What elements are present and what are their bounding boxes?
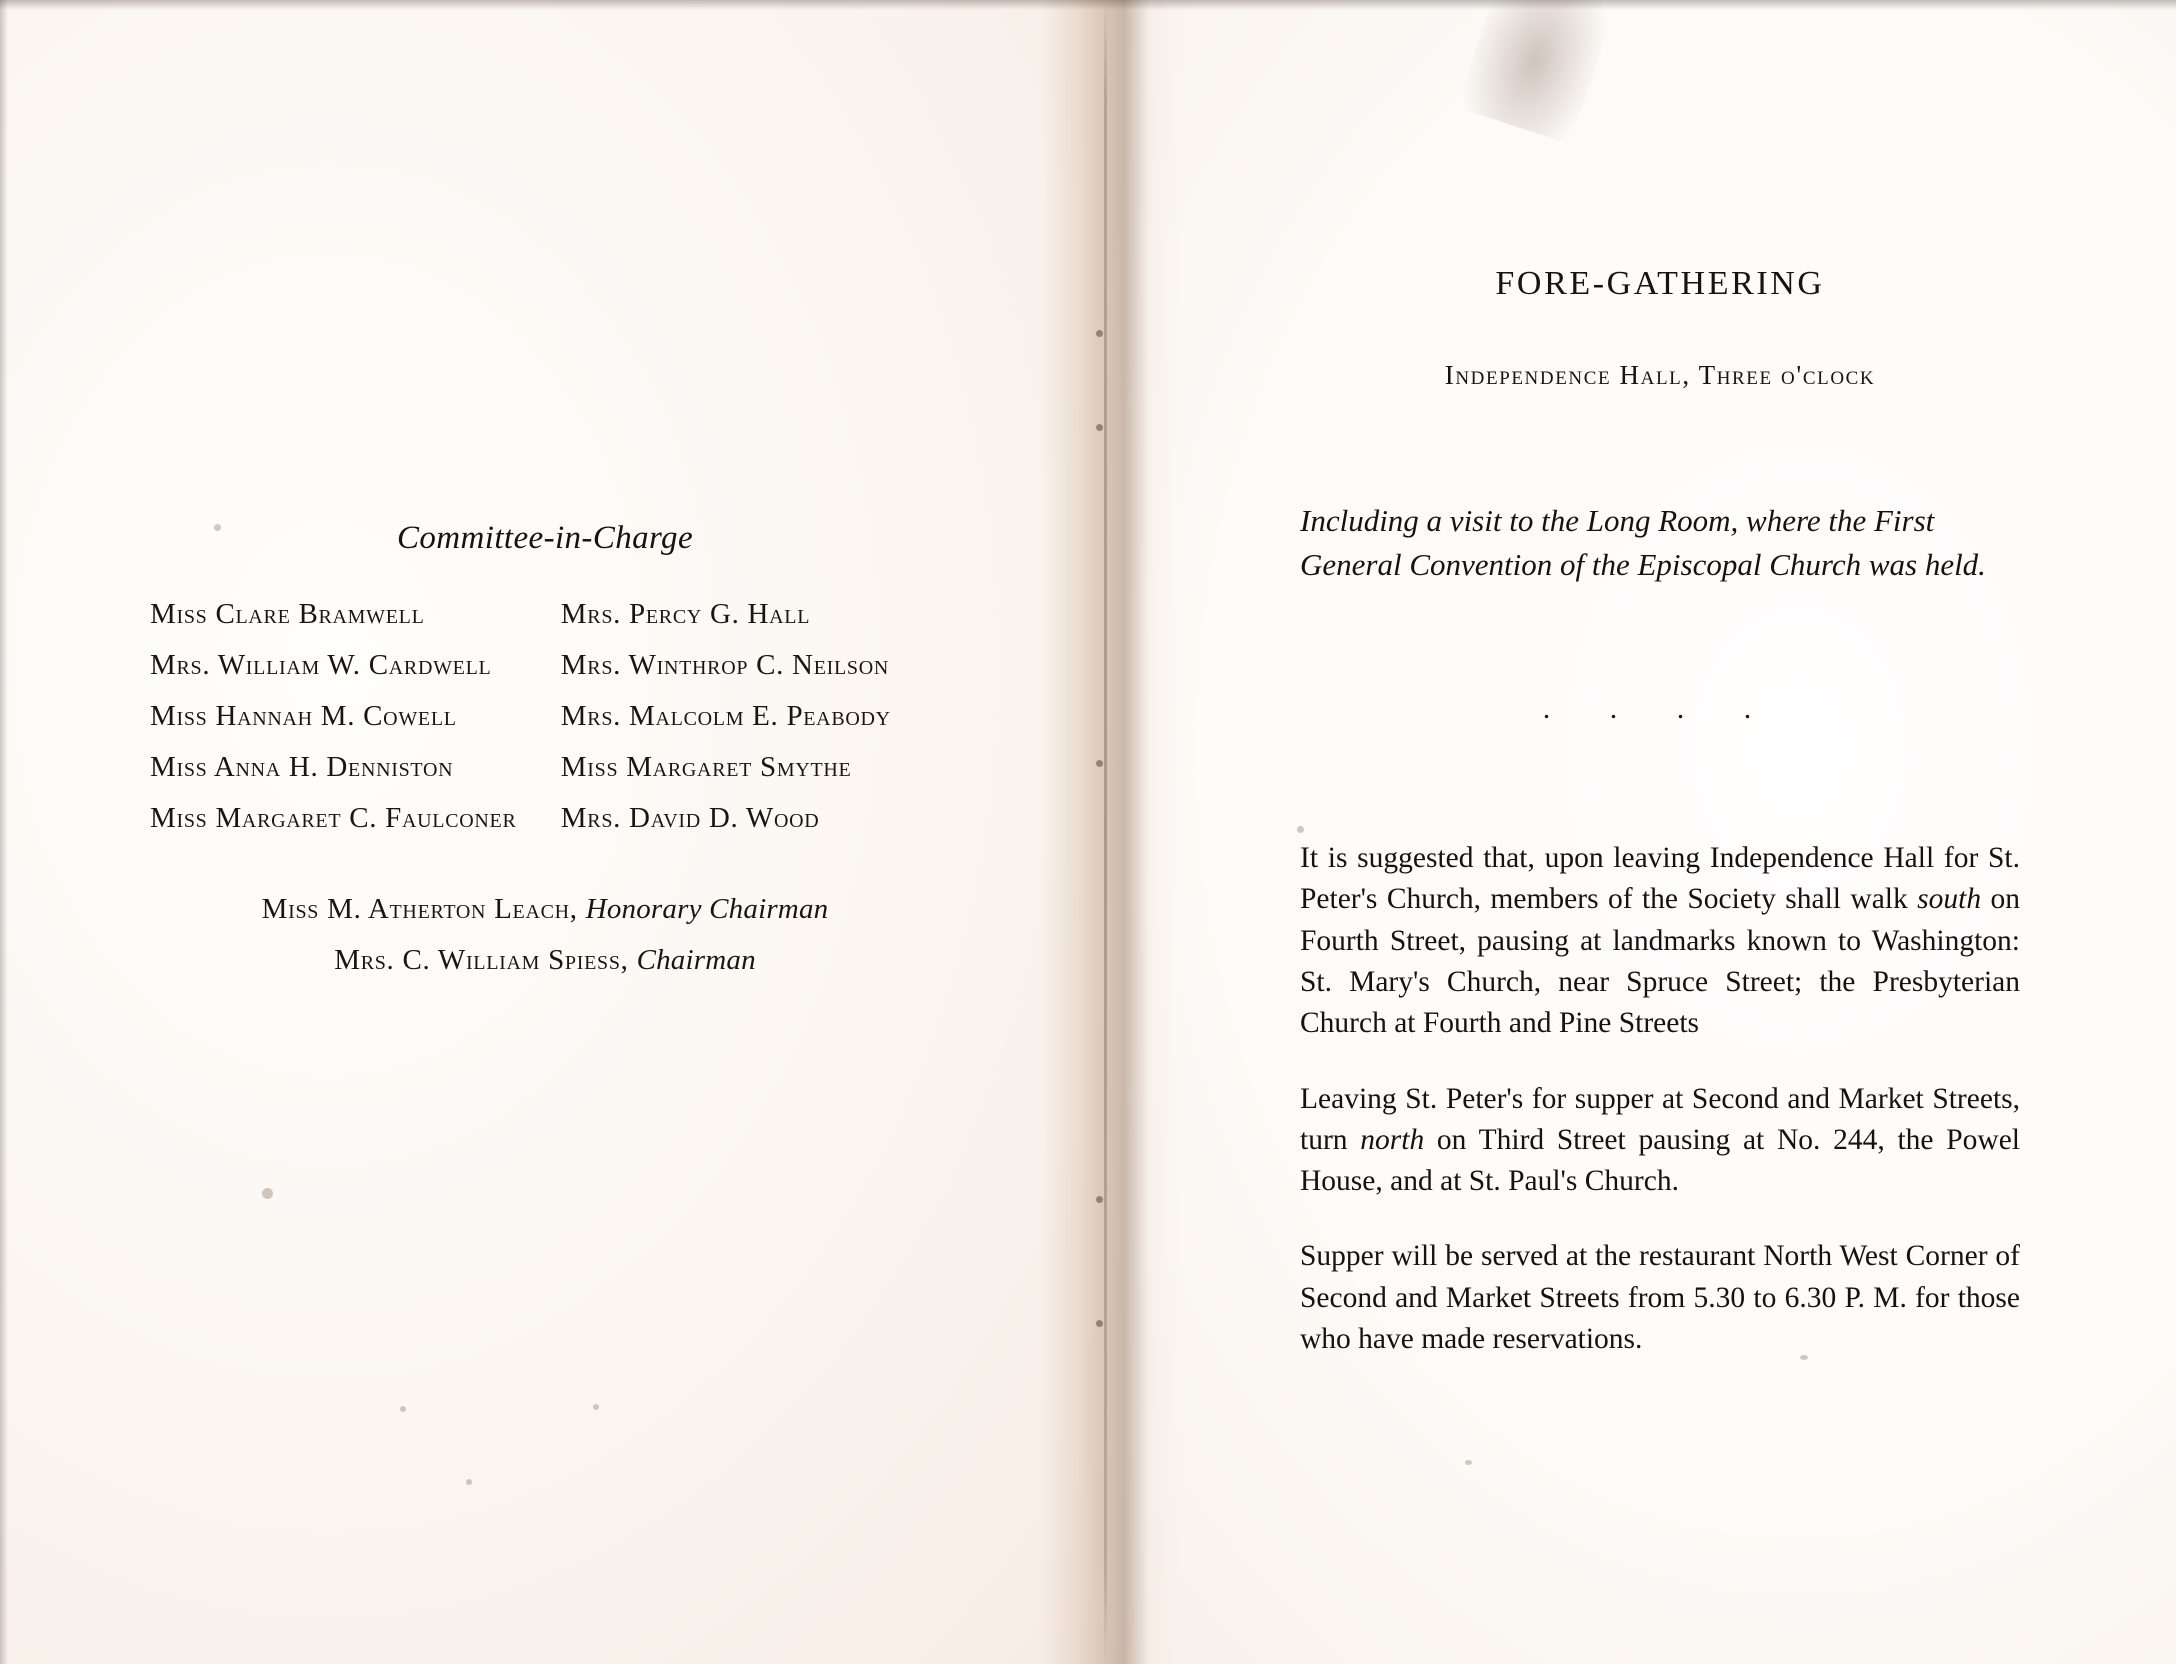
committee-officers — [150, 884, 940, 986]
table-row — [150, 793, 940, 844]
binding-stitch-mark — [1096, 1320, 1103, 1327]
list-item — [150, 884, 940, 935]
committee-member-name: Miss Margaret C. Faulconer — [150, 802, 517, 834]
officer-name: Miss M. Atherton Leach, — [261, 893, 578, 925]
table-row — [150, 742, 940, 793]
paragraph: Leaving St. Peter's for supper at Second and Market Streets, turn north on Third Street pausing at No. 244, the Powel House, and at St. Paul's Church. — [1300, 1082, 2021, 1198]
committee-member-name: Mrs. Percy G. Hall — [560, 598, 811, 630]
paper-speck — [466, 1479, 472, 1485]
binding-stitch-mark — [1096, 760, 1103, 767]
committee-section — [150, 520, 940, 986]
fore-gathering-section — [1300, 265, 2020, 1394]
section-divider: . . . . — [1542, 692, 1778, 726]
scan-left-edge — [0, 0, 8, 1664]
itinerary-paragraphs — [1300, 838, 2020, 1360]
paper-speck — [593, 1404, 599, 1410]
list-item — [150, 935, 940, 986]
officer-name: Mrs. C. William Spiess, — [334, 944, 629, 976]
page-title: FORE-GATHERING — [1495, 265, 1825, 302]
table-row — [150, 640, 940, 691]
committee-member-name: Miss Margaret Smythe — [560, 751, 852, 783]
officer-role: Honorary Chairman — [585, 893, 829, 925]
paragraph: It is suggested that, upon leaving Independence Hall for St. Peter's Church, members of the Society shall walk south on Fourth Street, pausing at landmarks known to Washington: St. Mary's Church, near Spruce Street; the Presbyterian Church at Fourth and Pine Streets — [1300, 842, 2020, 1040]
page-fold-line — [1104, 0, 1107, 1664]
committee-member-name: Miss Anna H. Denniston — [150, 751, 454, 783]
committee-member-name: Mrs. David D. Wood — [560, 802, 820, 834]
paragraph: Supper will be served at the restaurant North West Corner of Second and Market Streets from 5.30 to 6.30 P. M. for those who have made reservations. — [1300, 1240, 2020, 1355]
paper-speck — [400, 1406, 406, 1412]
page-subtitle: Independence Hall, Three o'clock — [1444, 360, 1876, 390]
officer-role: Chairman — [636, 944, 756, 976]
committee-member-name: Miss Hannah M. Cowell — [150, 700, 457, 732]
visit-note: Including a visit to the Long Room, where the First General Convention of the Episcopal Church was held. — [1300, 503, 1986, 583]
table-row — [150, 589, 940, 640]
committee-member-table — [150, 589, 940, 844]
committee-member-name: Mrs. Malcolm E. Peabody — [560, 700, 891, 732]
committee-member-name: Mrs. Winthrop C. Neilson — [560, 649, 890, 681]
paper-speck — [1465, 1460, 1472, 1465]
committee-title: Committee-in-Charge — [397, 520, 693, 556]
page-gutter-shadow — [1040, 0, 1180, 1664]
binding-stitch-mark — [1096, 330, 1103, 337]
table-row — [150, 691, 940, 742]
binding-stitch-mark — [1096, 1196, 1103, 1203]
committee-member-name: Mrs. William W. Cardwell — [150, 649, 492, 681]
binding-stitch-mark — [1096, 424, 1103, 431]
scan-top-edge — [0, 0, 2176, 10]
paper-speck — [262, 1188, 273, 1199]
committee-member-name: Miss Clare Bramwell — [150, 598, 425, 630]
